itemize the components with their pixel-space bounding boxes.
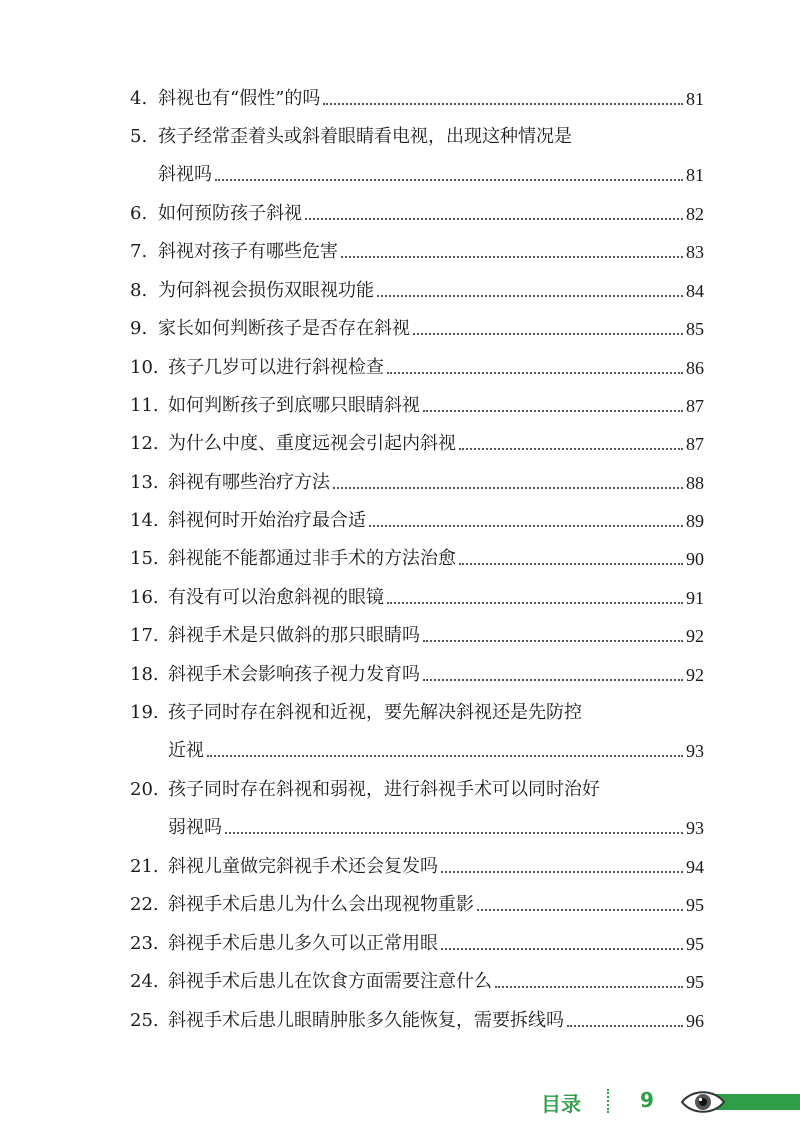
toc-entry-number: 23. (130, 933, 159, 954)
toc-entry-title: 斜视手术后患儿为什么会出现视物重影 (168, 894, 474, 915)
toc-entry-page: 95 (686, 972, 704, 992)
toc-entry[interactable] (168, 736, 704, 766)
toc-entry-page: 93 (686, 741, 704, 761)
toc-entry-number: 8. (130, 280, 148, 301)
toc-entry-number: 14. (130, 510, 159, 531)
dot-leader (369, 525, 683, 527)
toc-entry-title: 为什么中度、重度远视会引起内斜视 (168, 433, 456, 454)
toc-entry[interactable] (130, 929, 704, 959)
toc-entry-page: 83 (686, 242, 704, 262)
toc-entry-title: 斜视能不能都通过非手术的方法治愈 (168, 548, 456, 569)
dot-leader (423, 410, 683, 412)
toc-entry[interactable] (130, 199, 704, 229)
toc-entry-number: 16. (130, 587, 159, 608)
toc-entry-number: 11. (130, 395, 159, 416)
dot-leader (225, 832, 683, 834)
toc-entry-page: 87 (686, 434, 704, 454)
toc-entry-page: 89 (686, 511, 704, 531)
dot-leader (333, 487, 683, 489)
toc-entry[interactable] (130, 391, 704, 421)
toc-entry-page: 81 (686, 165, 704, 185)
toc-entry[interactable] (130, 84, 704, 114)
toc-entry-title: 家长如何判断孩子是否存在斜视 (158, 318, 410, 339)
toc-entry-number: 24. (130, 971, 159, 992)
toc-entry-title: 如何预防孩子斜视 (158, 203, 302, 224)
toc-entry[interactable] (130, 660, 704, 690)
toc-entry-number: 7. (130, 241, 148, 262)
toc-entry-title: 斜视手术后患儿眼睛肿胀多久能恢复，需要拆线吗 (168, 1010, 564, 1031)
toc-entry-page: 84 (686, 281, 704, 301)
toc-entry-number: 10. (130, 357, 159, 378)
dot-leader (413, 333, 683, 335)
toc-entry-title: 斜视手术后患儿在饮食方面需要注意什么 (168, 971, 492, 992)
toc-entry-title: 为何斜视会损伤双眼视功能 (158, 280, 374, 301)
dot-leader (423, 640, 683, 642)
toc-entry-title: 斜视有哪些治疗方法 (168, 472, 330, 493)
dot-leader (207, 755, 683, 757)
toc-entry-page: 94 (686, 857, 704, 877)
toc-entry[interactable] (130, 544, 704, 574)
dot-leader (387, 372, 683, 374)
toc-entry-page: 91 (686, 588, 704, 608)
toc-entry-page: 93 (686, 818, 704, 838)
footer-accent-bar (716, 1094, 800, 1110)
toc-entry-title: 孩子同时存在斜视和弱视，进行斜视手术可以同时治好 (168, 779, 600, 800)
toc-entry-number: 17. (130, 625, 159, 646)
dot-leader (477, 909, 683, 911)
toc-entry-number: 20. (130, 779, 159, 800)
toc-entry-title: 斜视手术会影响孩子视力发育吗 (168, 664, 420, 685)
toc-entry-number: 6. (130, 203, 148, 224)
dot-leader (459, 448, 683, 450)
toc-entry-number: 15. (130, 548, 159, 569)
toc-entry-page: 87 (686, 396, 704, 416)
toc-entry[interactable] (130, 890, 704, 920)
toc-entry-title: 孩子经常歪着头或斜着眼睛看电视，出现这种情况是 (158, 126, 572, 147)
dot-leader (459, 563, 683, 565)
toc-entry-page: 96 (686, 1011, 704, 1031)
toc-entry-title: 斜视何时开始治疗最合适 (168, 510, 366, 531)
dot-leader (495, 986, 683, 988)
toc-entry-title: 弱视吗 (168, 817, 222, 838)
toc-entry-page: 82 (686, 204, 704, 224)
dot-leader (323, 103, 683, 105)
toc-entry[interactable] (130, 122, 704, 152)
toc-entry[interactable] (130, 698, 704, 728)
toc-entry[interactable] (130, 775, 704, 805)
toc-entry-number: 19. (130, 702, 159, 723)
toc-entry-title: 如何判断孩子到底哪只眼睛斜视 (168, 395, 420, 416)
dot-leader (387, 602, 683, 604)
toc-entry-number: 25. (130, 1010, 159, 1031)
toc-entry-number: 22. (130, 894, 159, 915)
toc-entry-number: 5. (130, 126, 148, 147)
toc-entry[interactable] (130, 506, 704, 536)
toc-entry-title: 有没有可以治愈斜视的眼镜 (168, 587, 384, 608)
toc-entry-title: 斜视手术后患儿多久可以正常用眼 (168, 933, 438, 954)
dot-leader (423, 679, 683, 681)
dot-leader (441, 871, 683, 873)
toc-entry-page: 85 (686, 319, 704, 339)
toc-entry-page: 86 (686, 358, 704, 378)
dot-leader (341, 256, 683, 258)
toc-entry-title: 斜视手术是只做斜的那只眼睛吗 (168, 625, 420, 646)
toc-entry-title: 斜视儿童做完斜视手术还会复发吗 (168, 856, 438, 877)
toc-entry-number: 18. (130, 664, 159, 685)
toc-entry[interactable] (130, 237, 704, 267)
toc-entry-number: 9. (130, 318, 148, 339)
dot-leader (441, 948, 683, 950)
toc-entry-page: 95 (686, 895, 704, 915)
page-number: 9 (640, 1088, 654, 1112)
toc-entry-title: 斜视吗 (158, 164, 212, 185)
toc-entry[interactable] (130, 1006, 704, 1036)
dot-leader (567, 1025, 683, 1027)
toc-entry-title: 近视 (168, 740, 204, 761)
page-footer (0, 1082, 800, 1122)
toc-entry-title: 孩子同时存在斜视和近视，要先解决斜视还是先防控 (168, 702, 582, 723)
toc-entry[interactable] (130, 353, 704, 383)
toc-entry[interactable] (130, 468, 704, 498)
toc-entry-page: 92 (686, 626, 704, 646)
toc-entry[interactable] (130, 583, 704, 613)
toc-entry-number: 13. (130, 472, 159, 493)
dot-leader (305, 218, 683, 220)
section-label: 目录 (541, 1092, 581, 1116)
footer-separator (607, 1089, 609, 1113)
toc-entry-title: 斜视对孩子有哪些危害 (158, 241, 338, 262)
eye-icon (680, 1088, 726, 1116)
toc-entry[interactable] (168, 813, 704, 843)
toc-entry[interactable] (130, 276, 704, 306)
toc-entry[interactable] (158, 160, 704, 190)
toc-entry-page: 81 (686, 89, 704, 109)
toc-entry-title: 孩子几岁可以进行斜视检查 (168, 357, 384, 378)
toc-entry[interactable] (130, 967, 704, 997)
toc-entry-number: 4. (130, 88, 148, 109)
toc-entry[interactable] (130, 429, 704, 459)
toc-entry-number: 12. (130, 433, 159, 454)
toc-entry-page: 90 (686, 549, 704, 569)
dot-leader (377, 295, 683, 297)
toc-entry-page: 92 (686, 665, 704, 685)
toc-entry-title: 斜视也有“假性”的吗 (158, 88, 321, 109)
toc-entry-number: 21. (130, 856, 159, 877)
toc-entry-page: 88 (686, 473, 704, 493)
dot-leader (215, 179, 683, 181)
toc-entry[interactable] (130, 621, 704, 651)
toc-entry[interactable] (130, 314, 704, 344)
toc-entry[interactable] (130, 852, 704, 882)
toc-entry-page: 95 (686, 934, 704, 954)
